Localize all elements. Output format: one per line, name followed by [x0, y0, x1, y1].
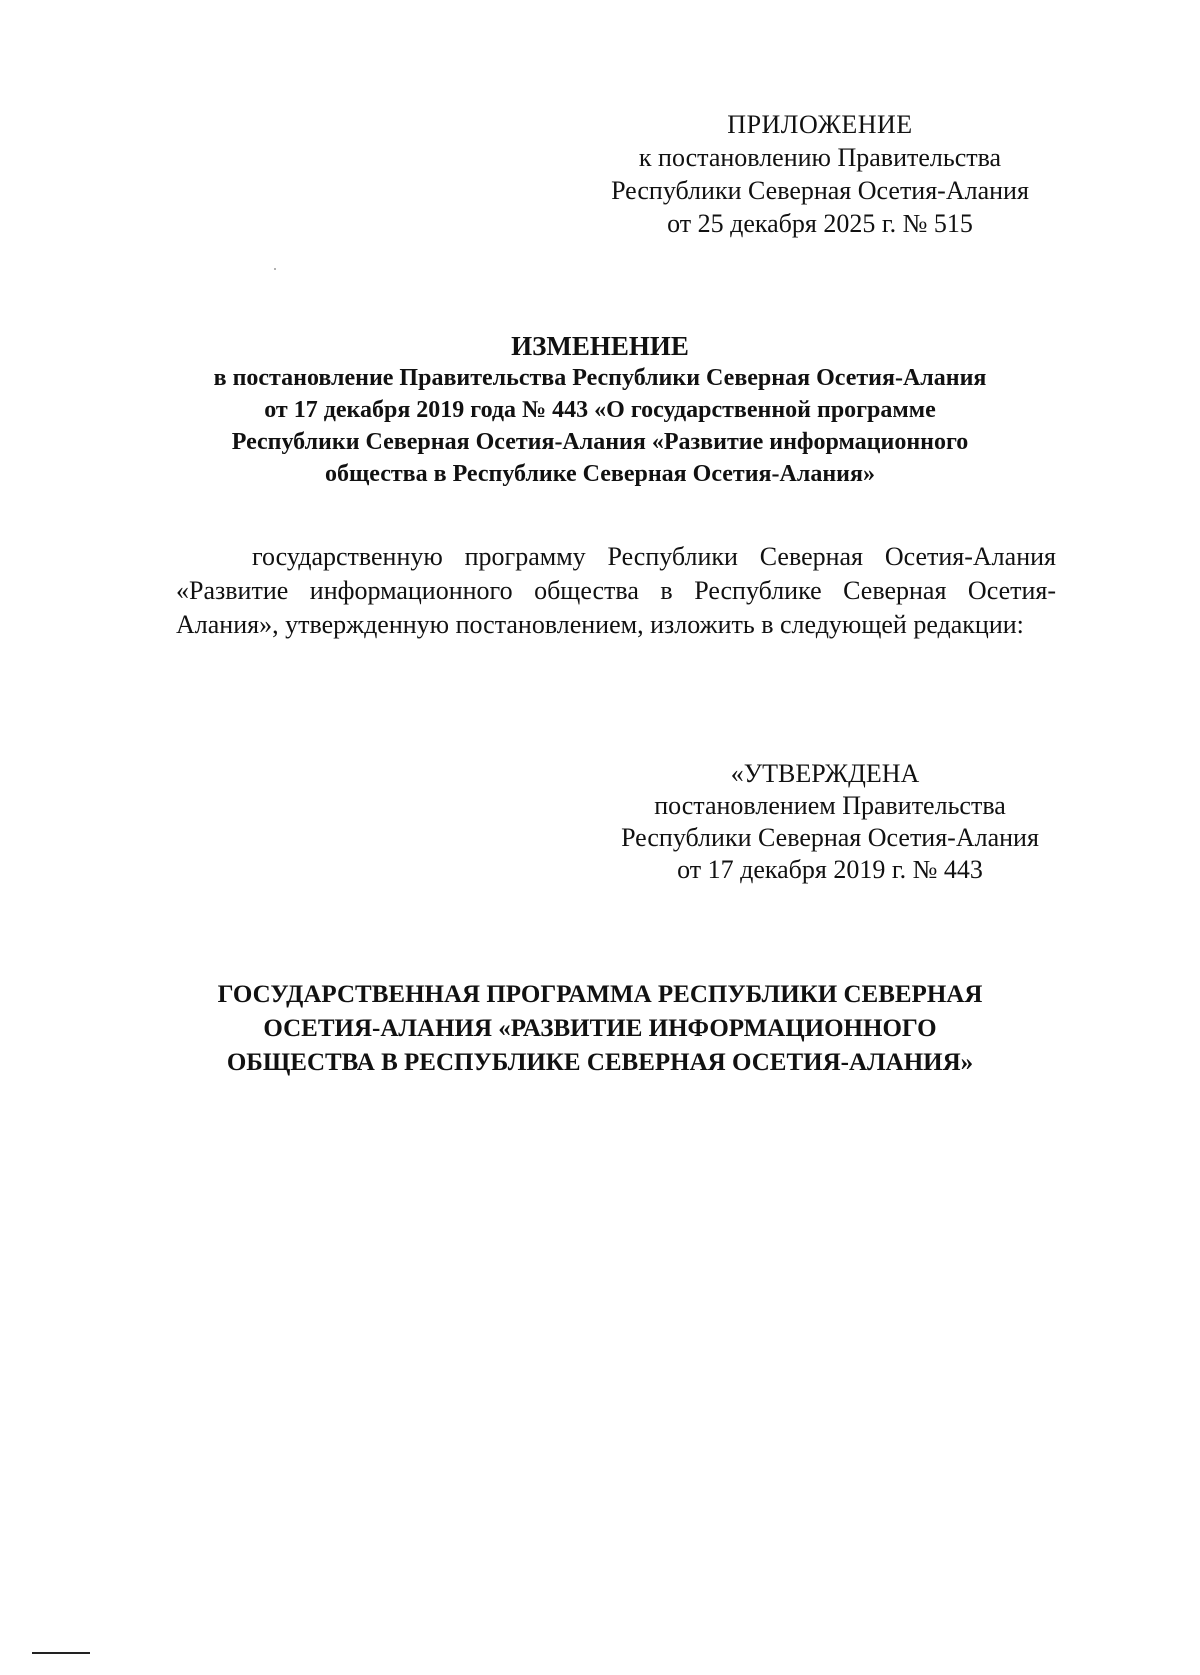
- change-heading: ИЗМЕНЕНИЕ: [511, 331, 689, 361]
- appendix-header: [600, 108, 1040, 240]
- program-title-line-2: ОСЕТИЯ-АЛАНИЯ «РАЗВИТИЕ ИНФОРМАЦИОННОГО: [263, 1015, 937, 1042]
- appendix-title: ПРИЛОЖЕНИЕ: [727, 110, 913, 139]
- approved-line-2: Республики Северная Осетия-Алания: [621, 823, 1039, 852]
- change-line-3: Республики Северная Осетия-Алания «Развитие информационного: [231, 429, 969, 455]
- program-title-line-1: ГОСУДАРСТВЕННАЯ ПРОГРАММА РЕСПУБЛИКИ СЕВЕРНАЯ: [217, 981, 983, 1008]
- body-paragraph: [176, 540, 1056, 642]
- body-line-1: государственную программу Республики Северная Осетия-Алания: [252, 542, 1056, 571]
- footer-rule: [32, 1652, 90, 1654]
- appendix-line-2: Республики Северная Осетия-Алания: [611, 176, 1029, 205]
- scan-artifact-dot: [274, 268, 276, 270]
- change-line-2: от 17 декабря 2019 года № 443 «О государственной программе: [264, 397, 936, 423]
- change-line-1: в постановление Правительства Республики Северная Осетия-Алания: [213, 365, 987, 391]
- approved-line-1: постановлением Правительства: [654, 791, 1006, 820]
- body-line-3: Алания», утвержденную постановлением, изложить в следующей редакции:: [176, 610, 1024, 639]
- approved-line-3: от 17 декабря 2019 г. № 443: [677, 855, 983, 884]
- approved-title: «УТВЕРЖДЕНА: [730, 759, 920, 788]
- change-heading-block: [150, 330, 1050, 490]
- change-line-4: общества в Республике Северная Осетия-Алания»: [325, 461, 875, 487]
- appendix-line-3: от 25 декабря 2025 г. № 515: [667, 209, 973, 238]
- program-title-line-3: ОБЩЕСТВА В РЕСПУБЛИКЕ СЕВЕРНАЯ ОСЕТИЯ-АЛАНИЯ»: [226, 1049, 974, 1076]
- approved-block: [605, 758, 1055, 886]
- appendix-line-1: к постановлению Правительства: [638, 143, 1002, 172]
- body-line-2: «Развитие информационного общества в Республике Северная Осетия-: [176, 576, 1056, 605]
- program-title: [150, 978, 1050, 1080]
